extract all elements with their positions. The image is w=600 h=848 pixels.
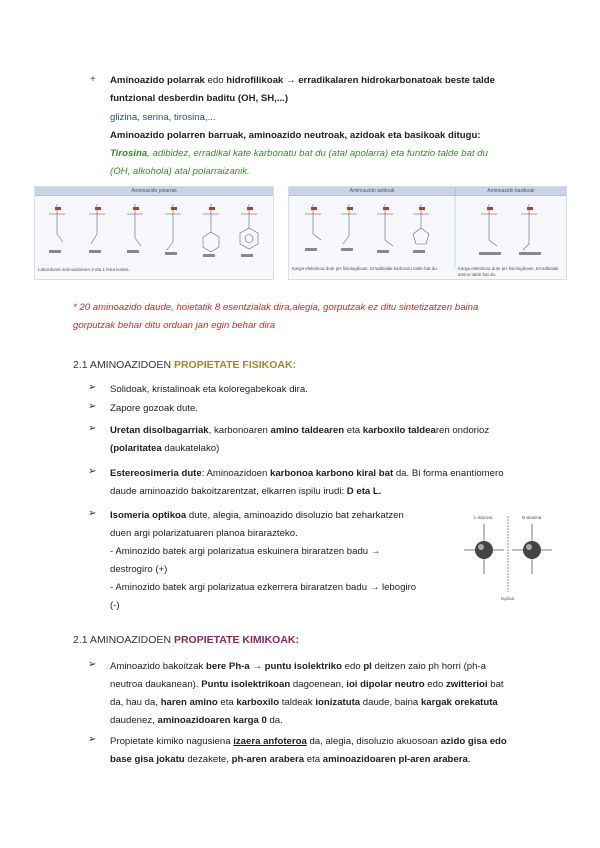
bullet-plus: + — [90, 74, 96, 85]
l-form-label: L-alanina — [474, 515, 493, 520]
figure-2a-caption: Karga elektrikoa dute pH fisiologikoan. Erradikalak karboxilo talde bat du. — [292, 266, 438, 271]
figure-title-bar: Aminoazido polarrak — [35, 187, 273, 196]
physical-item-5: Isomeria optikoa dute, alegia, aminoazido disoluzio bat zeharkatzen duen argi polarizatuaren planoa birarazteko. - Aminozido batek argi polarizatua eskuinera biraratzen badu → destrogiro (+) - Aminozido batek argi polarizatua ezkerrera biraratzen badu → lebogiro (-) — [110, 510, 417, 611]
figure-2b-title: Aminoazido basikoak — [456, 187, 566, 196]
arrow-bullet-icon: ➢ — [88, 508, 97, 519]
figure-1-caption: Laburdurak aminoazidoen 3 eta 1 letra kodea. — [38, 267, 130, 272]
polar-examples: glizina, serina, tirosina,... — [110, 112, 216, 123]
d-form-label: D-alanina — [522, 515, 542, 520]
arrow-bullet-icon: ➢ — [88, 382, 97, 393]
chemical-properties-heading: 2.1 AMINOAZIDOEN PROPIETATE KIMIKOAK: — [73, 634, 299, 646]
arrow-bullet-icon: ➢ — [88, 466, 97, 477]
note-line-1: * 20 aminoazido daude, hoietatik 8 esentzialak dira,alegia, gorputzak ez ditu sintetizatzen baina — [73, 302, 479, 313]
arrow-bullet-icon: ➢ — [88, 734, 97, 745]
hydrophilic-term: hidrofilikoak — [226, 75, 284, 86]
acidic-basic-structures-image — [289, 196, 566, 268]
polar-line-2: funtzional desberdin baditu (OH, SH,...) — [110, 93, 289, 104]
arrow-bullet-icon: ➢ — [88, 423, 97, 434]
arrow-bullet-icon: ➢ — [88, 659, 97, 670]
figure-acidic-basic-amino-acids — [288, 186, 567, 280]
enantiomer-molecules-image — [458, 512, 558, 602]
essential-amino-acids-note — [73, 299, 543, 335]
physical-item-4: Estereosimeria dute: Aminoazidoen karbonoa karbono kiral bat da. Bi forma enantiomero daude aminoazido bakoitzarentzat, elkarren ispilu irudi: D eta L. — [110, 468, 504, 497]
polar-structures-image — [35, 196, 273, 268]
physical-item-2: Zapore gozoak dute. — [110, 403, 199, 414]
physical-item-3: Uretan disolbagarriak, karbonoaren amino taldearen eta karboxilo taldearen ondorioz (polaritatea daukatelako) — [110, 425, 490, 454]
polar-term: Aminoazido polarrak — [110, 75, 205, 86]
enantiomer-figure — [458, 512, 558, 602]
chemical-item-2: Propietate kimiko nagusiena izaera anfoteroa da, alegia, disoluzio akuosoan azido gisa edo base gisa jokatu dezakete, ph-aren arabera eta aminoazidoaren pI-aren arabera. — [110, 736, 507, 765]
polar-line-3: Aminoazido polarren barruak, aminoazido neutroak, azidoak eta basikoak ditugu: — [110, 130, 481, 141]
tirosina-word: Tirosina — [110, 148, 148, 159]
note-line-2: gorputzak behar ditu orduan jan egin behar dira — [73, 320, 276, 331]
physical-properties-title: PROPIETATE FISIKOAK: — [173, 359, 297, 371]
figure-2b-caption: Karga elektrikoa dute pH fisiologikoan. Erradikalak amino talde bat du. — [458, 266, 559, 277]
polar-line-1: Aminoazido polarrak edo hidrofilikoak → erradikalaren hidrokarbonatoak beste talde — [110, 75, 495, 86]
figure-2-header — [289, 187, 566, 196]
figure-2a-title: Aminoazido azidoak — [289, 187, 456, 196]
physical-properties-heading: 2.1 AMINOAZIDOEN PROPIETATE FISIKOAK: — [73, 359, 297, 371]
arrow-bullet-icon: ➢ — [88, 401, 97, 412]
amphoteric-term: izaera anfoteroa — [233, 736, 307, 747]
tirosina-line-2: (OH, alkohola) atal polarraizanik. — [110, 166, 250, 177]
chemical-properties-title: PROPIETATE KIMIKOAK: — [173, 634, 299, 646]
physical-item-1: Solidoak, kristalinoak eta koloregabekoak dira. — [110, 384, 308, 395]
mirror-label: Ispilua — [501, 596, 515, 601]
tirosina-line-1: Tirosina, adibidez, erradikal kate karbonatu bat du (atal apolarra) eta funtzio talde bat du — [110, 148, 488, 159]
figure-polar-amino-acids — [34, 186, 274, 280]
chemical-item-1: Aminoazido bakoitzak bere Ph-a → puntu isolektriko edo pI deitzen zaio ph horri (ph-a neutroa daukanean). Puntu isolektrikoan dagoenean, ioi dipolar neutro edo zwitterioi bat da, hau da, haren amino eta karboxilo taldeak ionizatuta daude, baina kargak orekatuta daudenez, aminoazidoaren karga 0 da. — [110, 661, 504, 726]
